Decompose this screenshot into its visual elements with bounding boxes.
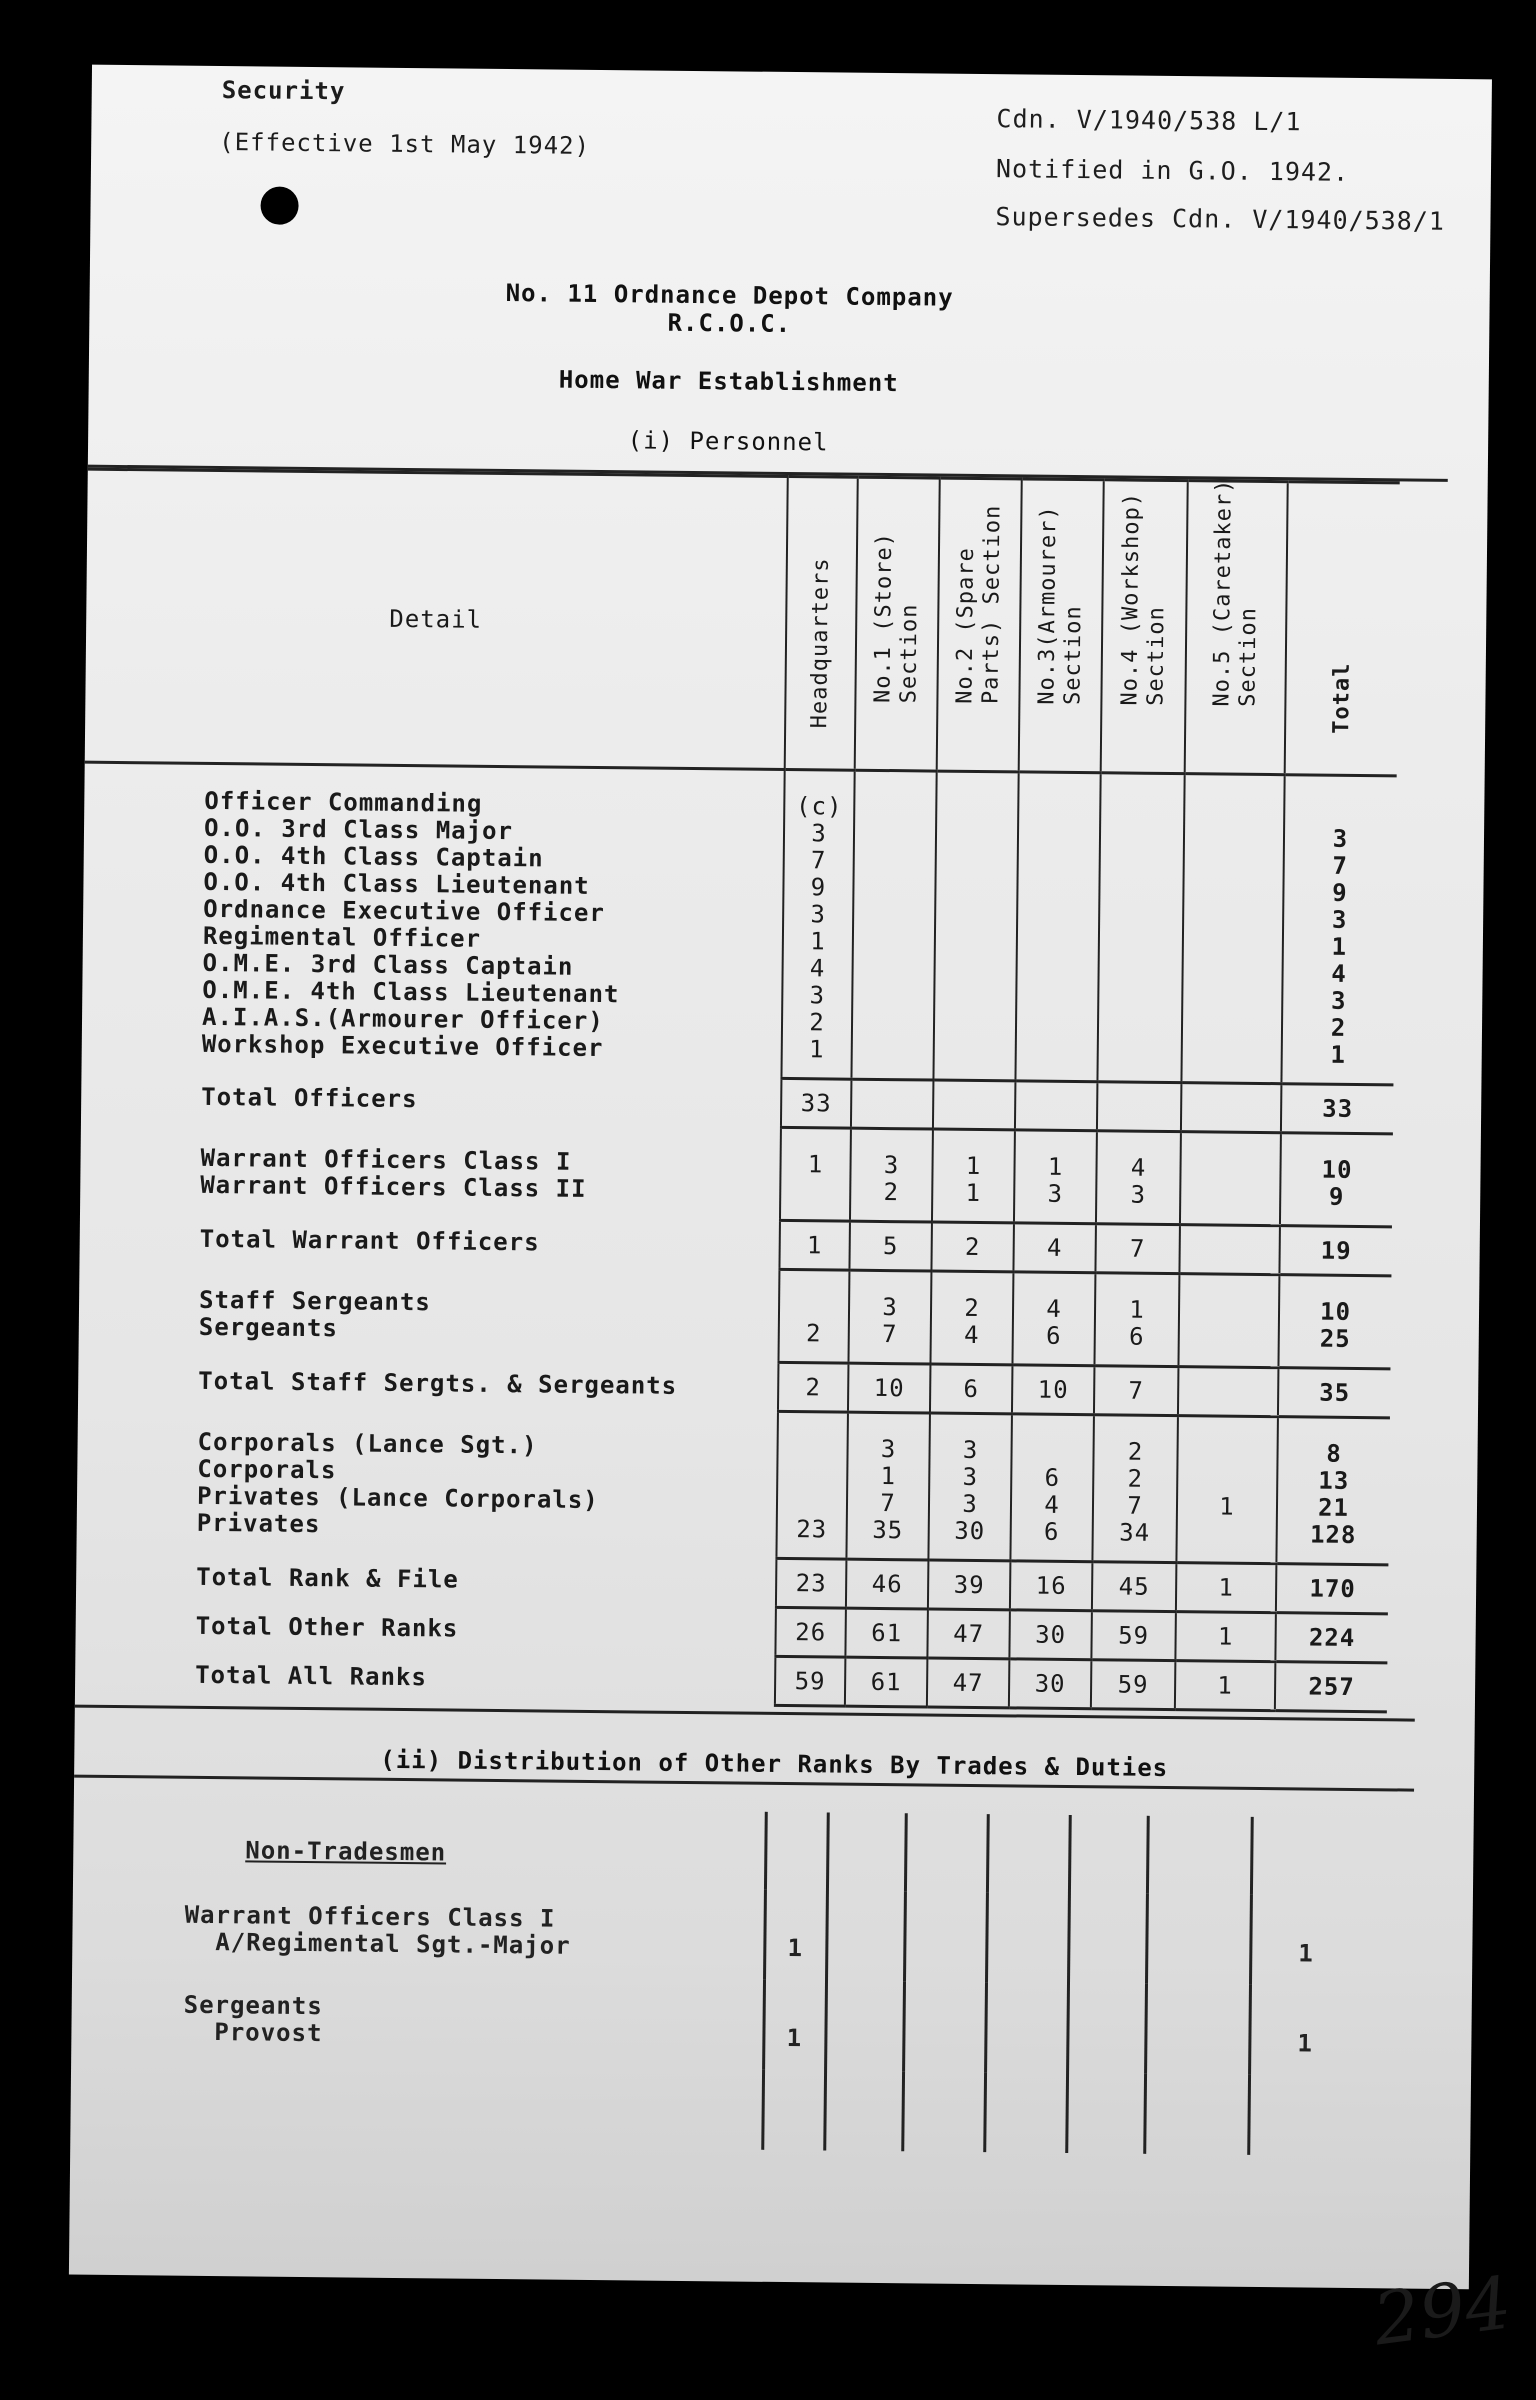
row-cell: 10 bbox=[848, 1363, 931, 1413]
row-total: 170 bbox=[1276, 1564, 1389, 1614]
row-cell bbox=[933, 1080, 1016, 1130]
row-cell bbox=[1179, 1225, 1280, 1275]
non-tradesmen-heading: Non-Tradesmen bbox=[245, 1836, 447, 1867]
row-cell: 7 bbox=[1094, 1366, 1179, 1416]
empty-cell bbox=[765, 1812, 828, 1891]
empty-cell bbox=[1067, 1983, 1146, 2074]
row-cell: 3 2 bbox=[850, 1128, 933, 1222]
column-header bbox=[1101, 480, 1188, 774]
row-cell bbox=[1180, 1132, 1281, 1226]
row-detail: Staff Sergeants Sergeants bbox=[198, 1285, 431, 1343]
column-header bbox=[1185, 478, 1288, 775]
row-cell: 1 1 bbox=[932, 1129, 1015, 1223]
notified-line: Notified in G.O. 1942. bbox=[995, 154, 1350, 187]
document-page bbox=[69, 65, 1516, 2362]
row-cell: 59 bbox=[1091, 1660, 1176, 1710]
row-cell bbox=[1181, 774, 1284, 1084]
column-header bbox=[785, 476, 858, 770]
establishment-table bbox=[75, 468, 1400, 1714]
row-cell: 39 bbox=[928, 1560, 1011, 1610]
column-header-label: No.3(Armourer) Section bbox=[1034, 505, 1087, 706]
distribution-section-row bbox=[65, 1804, 1362, 1896]
row-cell: 47 bbox=[927, 1658, 1010, 1708]
row-detail: Total Other Ranks bbox=[195, 1611, 459, 1643]
row-cell: 3 1 7 35 bbox=[846, 1412, 930, 1560]
empty-cell bbox=[824, 2070, 903, 2151]
row-cell: 6 4 6 bbox=[1010, 1414, 1094, 1562]
empty-cell bbox=[825, 1980, 904, 2071]
row-detail: Total All Ranks bbox=[195, 1660, 428, 1691]
distribution-spacer-row bbox=[62, 2062, 1359, 2156]
distribution-hq: 1 bbox=[764, 1890, 827, 1981]
row-cell: 4 6 bbox=[1012, 1272, 1095, 1366]
empty-cell bbox=[905, 1813, 988, 1892]
row-cell: 59 bbox=[775, 1656, 846, 1706]
row-cell: 1 bbox=[1176, 1416, 1278, 1564]
row-cell bbox=[851, 770, 936, 1080]
row-total: 35 bbox=[1278, 1368, 1391, 1418]
empty-cell bbox=[902, 2071, 985, 2152]
effective-date: (Effective 1st May 1942) bbox=[219, 128, 591, 160]
row-total: 10 25 bbox=[1278, 1275, 1391, 1369]
row-cell bbox=[1097, 1082, 1182, 1132]
distribution-total: 1 bbox=[1249, 1985, 1360, 2076]
supersedes-line: Supersedes Cdn. V/1940/538/1 bbox=[995, 202, 1446, 236]
row-cell: 2 bbox=[778, 1269, 849, 1363]
row-total: 19 bbox=[1279, 1226, 1392, 1276]
row-total: 224 bbox=[1275, 1613, 1388, 1663]
row-cell: 2 bbox=[778, 1362, 849, 1412]
row-detail: Total Rank & File bbox=[196, 1562, 459, 1594]
empty-cell bbox=[1145, 1984, 1250, 2075]
row-cell: 30 bbox=[1009, 1659, 1092, 1709]
distribution-hq: 1 bbox=[763, 1980, 826, 2071]
empty-cell bbox=[1248, 2075, 1359, 2156]
distribution-detail: Warrant Officers Class I A/Regimental Sgt.-Major bbox=[184, 1900, 571, 1960]
distribution-total: 1 bbox=[1250, 1895, 1361, 1986]
column-header-label: No.2 (Spare Parts) Section bbox=[952, 504, 1006, 705]
row-cell: 1 bbox=[779, 1220, 850, 1270]
row-detail: Warrant Officers Class I Warrant Officers Class II bbox=[200, 1143, 587, 1203]
row-cell: 33 bbox=[781, 1078, 852, 1128]
reference-number: Cdn. V/1940/538 L/1 bbox=[996, 104, 1302, 137]
row-total: 8 13 21 128 bbox=[1276, 1417, 1390, 1565]
column-header-label: No.5 (Caretaker) Section bbox=[1209, 478, 1262, 707]
empty-cell bbox=[984, 2072, 1067, 2153]
column-header bbox=[1285, 482, 1400, 776]
column-header-label: Headquarters bbox=[807, 557, 834, 729]
row-cell: 1 bbox=[1175, 1661, 1276, 1711]
row-cell bbox=[1097, 773, 1184, 1083]
row-cell: 61 bbox=[845, 1657, 928, 1707]
row-cell: 23 bbox=[776, 1411, 848, 1559]
row-cell bbox=[1178, 1274, 1279, 1368]
row-total: 257 bbox=[1275, 1662, 1388, 1712]
column-header-label: No.1 (Store) Section bbox=[870, 531, 923, 704]
row-cell bbox=[1015, 1081, 1098, 1131]
row-cell: 5 bbox=[849, 1221, 932, 1271]
row-detail: Total Warrant Officers bbox=[199, 1224, 540, 1256]
row-cell: 1 bbox=[780, 1127, 851, 1221]
detail-row bbox=[81, 762, 1396, 1085]
empty-cell bbox=[1146, 1894, 1251, 1985]
empty-cell bbox=[904, 1891, 987, 1982]
row-detail: Corporals (Lance Sgt.) Corporals Privates (Lance Corporals) Privates bbox=[196, 1427, 599, 1539]
unit-title: No. 11 Ordnance Depot Company bbox=[505, 279, 954, 312]
row-cell: 30 bbox=[1009, 1610, 1092, 1660]
distribution-row bbox=[63, 1972, 1360, 2076]
row-cell: 26 bbox=[775, 1607, 846, 1657]
column-header bbox=[1019, 479, 1104, 773]
row-detail: Total Officers bbox=[201, 1082, 418, 1113]
empty-cell bbox=[986, 1892, 1069, 1983]
row-cell: 1 bbox=[1175, 1612, 1276, 1662]
detail-header: Detail bbox=[85, 469, 788, 769]
row-total: 10 9 bbox=[1280, 1133, 1393, 1227]
detail-row bbox=[79, 1262, 1392, 1369]
detail-row bbox=[76, 1404, 1389, 1565]
empty-cell bbox=[1147, 1816, 1252, 1895]
row-cell: 7 bbox=[1095, 1224, 1180, 1274]
folio-number: 294 bbox=[1368, 2260, 1516, 2362]
security-label: Security bbox=[221, 76, 346, 106]
row-detail: Officer Commanding O.O. 3rd Class Major O.O. 4th Class Captain O.O. 4th Class Lieutenant Ordnance Executive Officer Regimental Officer O.M.E. 3rd Class Captain O.M.E. 4th Class Lieutenant A.I.A.S.(Armourer Officer) Workshop Executive Officer bbox=[201, 786, 620, 1062]
row-cell: 61 bbox=[845, 1608, 928, 1658]
row-cell: 46 bbox=[846, 1559, 929, 1609]
punch-hole bbox=[260, 186, 298, 224]
empty-cell bbox=[1068, 1893, 1147, 1984]
empty-cell bbox=[827, 1812, 906, 1891]
establishment-title: Home War Establishment bbox=[558, 365, 899, 398]
row-cell: 3 3 3 30 bbox=[928, 1413, 1012, 1561]
column-header-label: Total bbox=[1328, 662, 1355, 734]
empty-cell bbox=[1066, 2073, 1145, 2154]
row-cell: 2 bbox=[931, 1222, 1014, 1272]
detail-row bbox=[80, 1120, 1393, 1227]
distribution-detail: Sergeants Provost bbox=[183, 1990, 323, 2048]
row-cell: (c) 3 7 9 3 1 4 3 2 1 bbox=[781, 769, 854, 1079]
row-cell: 6 bbox=[930, 1364, 1013, 1414]
row-cell bbox=[851, 1079, 934, 1129]
column-header bbox=[937, 478, 1022, 772]
row-cell: 1 6 bbox=[1094, 1273, 1179, 1367]
distribution-title: (ii) Distribution of Other Ranks By Trades & Duties bbox=[380, 1745, 1169, 1783]
row-cell: 45 bbox=[1092, 1562, 1177, 1612]
empty-cell bbox=[826, 1890, 905, 1981]
distribution-table bbox=[62, 1804, 1361, 2156]
row-cell: 4 bbox=[1013, 1223, 1096, 1273]
row-total: 33 bbox=[1281, 1084, 1394, 1134]
row-cell: 47 bbox=[927, 1609, 1010, 1659]
empty-cell bbox=[1251, 1817, 1362, 1896]
section-heading: (i) Personnel bbox=[627, 426, 829, 457]
row-cell bbox=[1181, 1083, 1282, 1133]
row-cell: 4 3 bbox=[1096, 1131, 1181, 1225]
row-cell: 3 7 bbox=[848, 1270, 931, 1364]
row-cell bbox=[933, 771, 1018, 1081]
row-cell: 59 bbox=[1091, 1611, 1176, 1661]
empty-cell bbox=[1069, 1815, 1148, 1894]
row-cell: 1 bbox=[1176, 1563, 1277, 1613]
empty-cell bbox=[985, 1982, 1068, 2073]
row-cell: 16 bbox=[1010, 1561, 1093, 1611]
empty-cell bbox=[987, 1814, 1070, 1893]
empty-cell bbox=[62, 2062, 763, 2149]
column-header-label: No.4 (Workshop) Section bbox=[1117, 491, 1170, 706]
row-total: 3 7 9 3 1 4 3 2 1 bbox=[1281, 775, 1396, 1085]
empty-cell bbox=[903, 1981, 986, 2072]
empty-cell bbox=[762, 2070, 825, 2151]
row-cell bbox=[1178, 1367, 1279, 1417]
row-cell bbox=[1015, 772, 1100, 1082]
row-cell: 2 2 7 34 bbox=[1092, 1415, 1178, 1563]
distribution-row bbox=[64, 1882, 1361, 1986]
row-cell: 2 4 bbox=[930, 1271, 1013, 1365]
corps-title: R.C.O.C. bbox=[667, 308, 792, 339]
column-header bbox=[855, 477, 940, 771]
row-detail: Total Staff Sergts. & Sergeants bbox=[198, 1366, 678, 1400]
row-cell: 1 3 bbox=[1014, 1130, 1097, 1224]
empty-cell bbox=[1144, 2074, 1249, 2155]
row-cell: 23 bbox=[776, 1558, 847, 1608]
row-cell: 10 bbox=[1012, 1365, 1095, 1415]
